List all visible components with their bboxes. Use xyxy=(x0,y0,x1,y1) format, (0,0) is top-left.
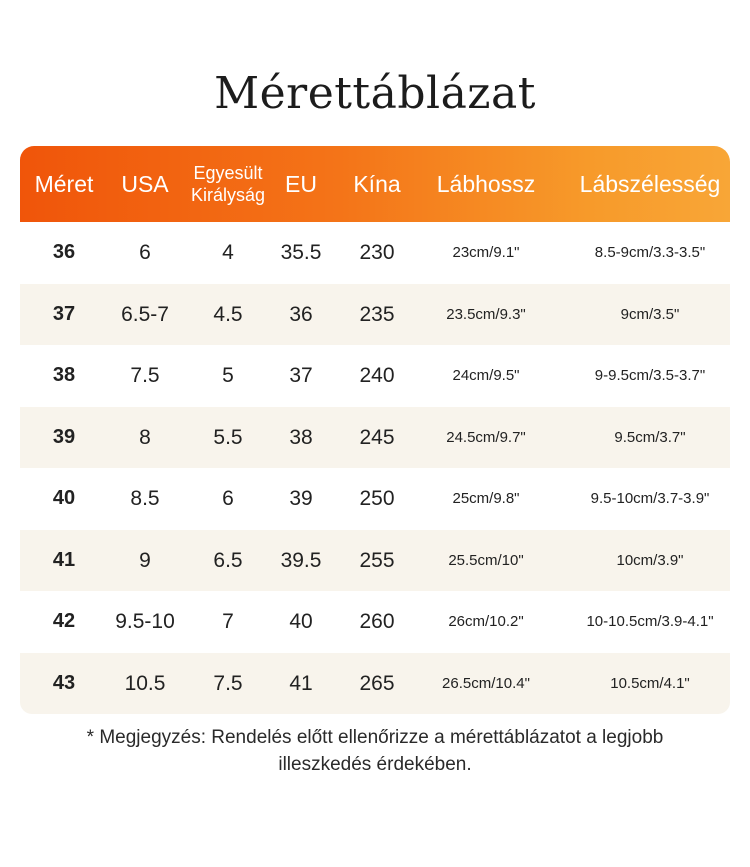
cell-china: 235 xyxy=(359,302,395,326)
cell-uk: 5 xyxy=(222,364,234,387)
cell-size: 38 xyxy=(52,364,76,386)
table-row xyxy=(20,284,730,346)
cell-size: 42 xyxy=(52,610,76,632)
cell-size: 40 xyxy=(52,487,76,509)
cell-china: 260 xyxy=(359,610,395,633)
cell-usa: 9 xyxy=(139,548,151,572)
cell-uk: 4.5 xyxy=(213,302,243,326)
cell-uk: 5.5 xyxy=(213,425,243,449)
cell-foot-length: 23.5cm/9.3" xyxy=(446,305,526,323)
header-eu: EU xyxy=(285,170,317,197)
cell-foot-width: 10.5cm/4.1" xyxy=(610,674,690,692)
cell-foot-width: 10-10.5cm/3.9-4.1" xyxy=(586,613,714,630)
cell-eu: 37 xyxy=(289,364,313,387)
cell-usa: 7.5 xyxy=(130,364,160,387)
cell-foot-length: 25.5cm/10" xyxy=(448,551,524,569)
cell-eu: 39 xyxy=(289,487,313,510)
cell-size: 36 xyxy=(52,241,76,263)
cell-usa: 6 xyxy=(139,241,151,264)
cell-uk: 7.5 xyxy=(213,671,243,695)
table-body xyxy=(20,222,730,714)
cell-usa: 9.5-10 xyxy=(115,610,175,633)
header-foot-length: Lábhossz xyxy=(436,170,536,197)
cell-size: 39 xyxy=(52,425,76,448)
cell-china: 250 xyxy=(359,487,395,510)
table-row xyxy=(20,222,730,284)
cell-eu: 36 xyxy=(289,302,313,326)
cell-foot-width: 9.5cm/3.7" xyxy=(614,428,686,446)
header-uk xyxy=(191,146,265,222)
page-title: Mérettáblázat xyxy=(214,68,536,119)
cell-uk: 4 xyxy=(222,241,234,264)
cell-foot-length: 25cm/9.8" xyxy=(452,490,520,507)
cell-china: 255 xyxy=(359,548,395,572)
cell-eu: 38 xyxy=(289,425,313,449)
table-header xyxy=(20,146,730,222)
cell-usa: 8.5 xyxy=(130,487,160,510)
cell-foot-length: 23cm/9.1" xyxy=(452,244,520,261)
cell-china: 245 xyxy=(359,425,395,449)
cell-foot-length: 26.5cm/10.4" xyxy=(442,674,530,692)
cell-foot-length: 24cm/9.5" xyxy=(452,367,520,384)
cell-foot-width: 8.5-9cm/3.3-3.5" xyxy=(594,244,706,261)
table-row xyxy=(20,530,730,592)
cell-foot-length: 24.5cm/9.7" xyxy=(446,428,526,446)
table-row xyxy=(20,407,730,469)
header-size: Méret xyxy=(34,170,94,197)
header-china: Kína xyxy=(353,170,401,197)
header-uk-line2: Királyság xyxy=(190,185,266,205)
cell-size: 43 xyxy=(52,671,76,694)
cell-uk: 6 xyxy=(222,487,234,510)
cell-foot-width: 9-9.5cm/3.5-3.7" xyxy=(594,367,706,384)
cell-eu: 41 xyxy=(289,671,313,695)
cell-foot-width: 10cm/3.9" xyxy=(616,551,684,569)
cell-eu: 35.5 xyxy=(280,241,322,264)
cell-foot-length: 26cm/10.2" xyxy=(448,613,524,630)
cell-china: 240 xyxy=(359,364,395,387)
table-row xyxy=(20,653,730,715)
cell-foot-width: 9.5-10cm/3.7-3.9" xyxy=(590,490,710,507)
footnote xyxy=(0,724,750,778)
cell-usa: 6.5-7 xyxy=(121,302,169,326)
cell-china: 230 xyxy=(359,241,395,264)
table-row xyxy=(20,468,730,530)
cell-uk: 6.5 xyxy=(213,548,243,572)
cell-china: 265 xyxy=(359,671,395,695)
cell-usa: 8 xyxy=(139,425,151,449)
cell-eu: 40 xyxy=(289,610,313,633)
cell-usa: 10.5 xyxy=(124,671,166,695)
footnote-line-2: illeszkedés érdekében. xyxy=(278,754,472,775)
table-row xyxy=(20,345,730,407)
size-table xyxy=(20,146,730,714)
footnote-line-1: * Megjegyzés: Rendelés előtt ellenőrizze a mérettáblázatot a legjobb xyxy=(86,727,664,748)
cell-size: 37 xyxy=(52,302,76,325)
header-usa: USA xyxy=(121,170,169,197)
table-row xyxy=(20,591,730,653)
header-uk-line1: Egyesült xyxy=(193,163,263,183)
header-foot-width: Lábszélesség xyxy=(579,170,721,197)
cell-size: 41 xyxy=(52,548,76,571)
cell-foot-width: 9cm/3.5" xyxy=(620,305,680,323)
cell-eu: 39.5 xyxy=(280,548,322,572)
cell-uk: 7 xyxy=(222,610,234,633)
